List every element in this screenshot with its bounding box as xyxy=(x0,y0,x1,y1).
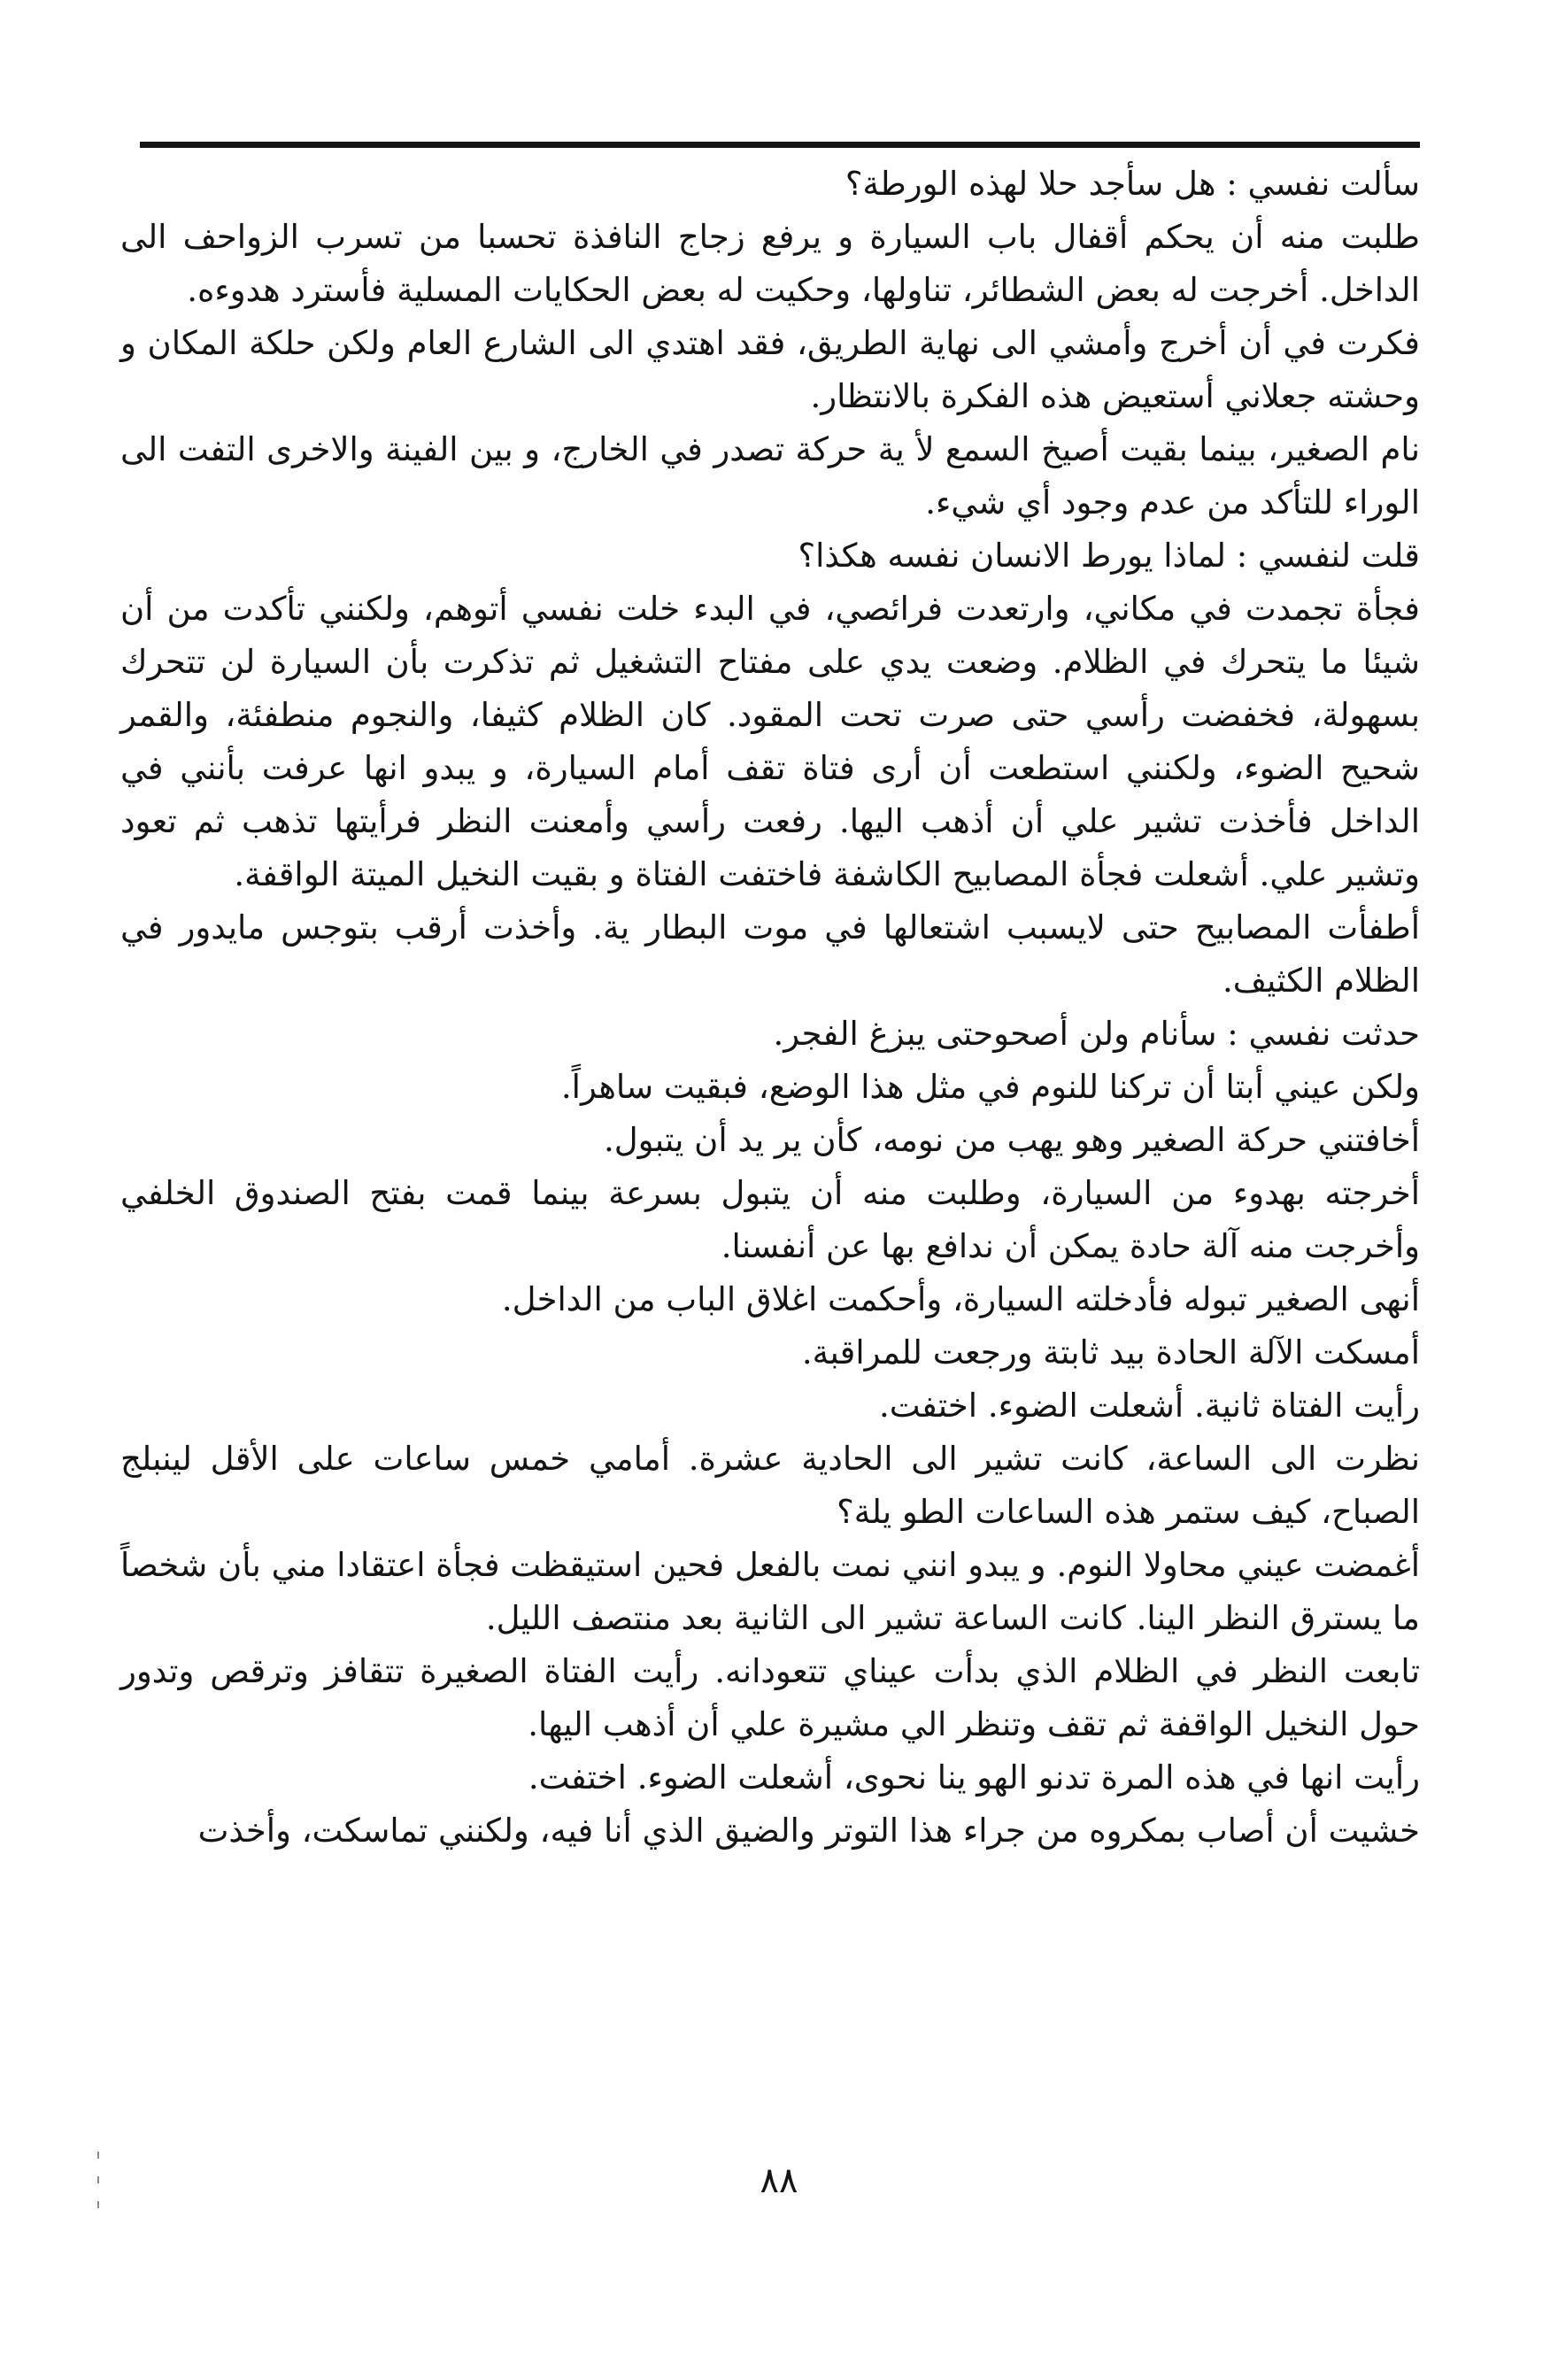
paragraph: أمسكت الآلة الحادة بيد ثابتة ورجعت للمراقبة. xyxy=(801,1333,1420,1372)
margin-tick xyxy=(97,2201,99,2208)
page-number: ٨٨ xyxy=(760,2160,798,2201)
paragraph: فجأة تجمدت في مكاني، وارتعدت فرائصي، في البدء خلت نفسي أتوهم، ولكنني تأكدت من أن شيئا ما يتحرك في الظلام. وضعت يدي على مفتاح التشغيل ثم تذكرت بأن السيارة لن تتحرك بسهولة، فخفضت رأسي حتى صرت تحت المقود. كان الظلام كثيفا، والنجوم منطفئة، والقمر شحيح الضوء، ولكنني استطعت أن أرى فتاة تقف أمام السيارة، و يبدو انها عرفت بأنني في الداخل فأخذت تشير علي أن أذهب اليها. رفعت رأسي وأمعنت النظر فرأيتها تذهب ثم تعود وتشير علي. أشعلت فجأة المصابيح الكاشفة فاختفت الفتاة و بقيت النخيل الميتة الواقفة. xyxy=(120,590,1420,893)
paragraph: حدثت نفسي : سأنام ولن أصحوحتى يبزغ الفجر. xyxy=(773,1015,1420,1053)
margin-marks xyxy=(97,2152,99,2214)
paragraph: قلت لنفسي : لماذا يورط الانسان نفسه هكذا؟ xyxy=(798,537,1420,575)
paragraph: ولكن عيني أبتا أن تركنا للنوم في مثل هذا الوضع، فبقيت ساهراً. xyxy=(560,1068,1420,1106)
paragraph: نظرت الى الساعة، كانت تشير الى الحادية عشرة. أمامي خمس ساعات على الأقل لينبلج الصباح، كيف ستمر هذه الساعات الطو يلة؟ xyxy=(120,1440,1420,1531)
paragraph: رأيت انها في هذه المرة تدنو الهو ينا نحوى، أشعلت الضوء. اختفت. xyxy=(528,1758,1420,1797)
paragraph: أغمضت عيني محاولا النوم. و يبدو انني نمت بالفعل فحين استيقظت فجأة اعتقادا مني بأن شخصاً ما يسترق النظر الينا. كانت الساعة تشير الى الثانية بعد منتصف الليل. xyxy=(120,1546,1420,1637)
paragraph: أطفأت المصابيح حتى لايسبب اشتعالها في موت البطار ية. وأخذت أرقب بتوجس مايدور في الظلام الكثيف. xyxy=(120,908,1420,1000)
paragraph: أنهى الصغير تبوله فأدخلته السيارة، وأحكمت اغلاق الباب من الداخل. xyxy=(501,1280,1420,1318)
paragraph: أخرجته بهدوء من السيارة، وطلبت منه أن يتبول بسرعة بينما قمت بفتح الصندوق الخلفي وأخرجت منه آلة حادة يمكن أن ندافع بها عن أنفسنا. xyxy=(120,1174,1420,1265)
paragraph: خشيت أن أصاب بمكروه من جراء هذا التوتر والضيق الذي أنا فيه، ولكنني تماسكت، وأخذت xyxy=(197,1812,1420,1850)
header-rule xyxy=(140,142,1420,148)
paragraph: رأيت الفتاة ثانية. أشعلت الضوء. اختفت. xyxy=(878,1387,1420,1425)
paragraph: نام الصغير، بينما بقيت أصيخ السمع لأ ية حركة تصدر في الخارج، و بين الفينة والاخرى التفت الى الوراء للتأكد من عدم وجود أي شيء. xyxy=(120,430,1420,522)
paragraph: تابعت النظر في الظلام الذي بدأت عيناي تتعودانه. رأيت الفتاة الصغيرة تتقافز وترقص وتدور حول النخيل الواقفة ثم تقف وتنظر الي مشيرة علي أن أذهب اليها. xyxy=(120,1652,1420,1743)
body-text xyxy=(120,158,1420,1858)
paragraph: طلبت منه أن يحكم أقفال باب السيارة و يرفع زجاج النافذة تحسبا من تسرب الزواحف الى الداخل. أخرجت له بعض الشطائر، تناولها، وحكيت له بعض الحكايات المسلية فأسترد هدوءه. xyxy=(120,218,1420,309)
margin-tick xyxy=(97,2152,99,2159)
paragraph: فكرت في أن أخرج وأمشي الى نهاية الطريق، فقد اهتدي الى الشارع العام ولكن حلكة المكان و وحشته جعلاني أستعيض هذه الفكرة بالانتظار. xyxy=(120,324,1420,415)
paragraph: أخافتني حركة الصغير وهو يهب من نومه، كأن ير يد أن يتبول. xyxy=(604,1121,1420,1159)
margin-tick xyxy=(97,2176,99,2183)
paragraph: سألت نفسي : هل سأجد حلا لهذه الورطة؟ xyxy=(845,165,1420,203)
